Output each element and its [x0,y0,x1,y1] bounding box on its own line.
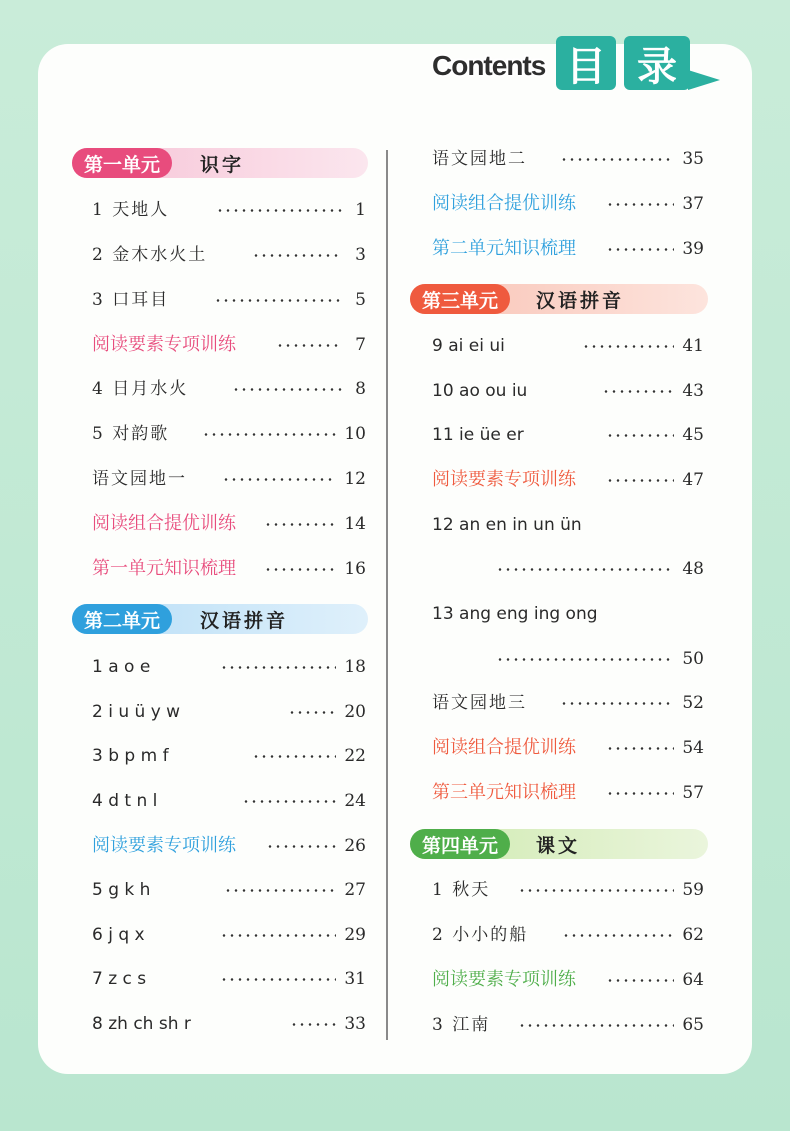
unit-header-4 [410,829,708,859]
toc-entry[interactable] [92,511,366,537]
leader-dots [496,658,674,661]
unit-header-1 [72,148,368,178]
toc-entry[interactable] [92,833,366,859]
entry-label: 9 ai ei ui [432,336,505,356]
leader-dots [252,755,336,758]
toc-entry[interactable] [432,922,704,948]
unit-title: 汉语拼音 [536,289,625,312]
entry-page: 10 [344,424,366,444]
entry-page: 3 [355,245,366,265]
entry-label: 3 b p m f [92,746,169,766]
entry-page: 12 [344,469,366,489]
leader-dots [606,479,674,482]
entry-page: 43 [682,381,704,401]
leader-dots [606,747,674,750]
entry-label: 阅读要素专项训练 [92,334,236,355]
entry-page: 47 [682,470,704,490]
toc-entry[interactable] [432,780,704,806]
toc-entry[interactable] [432,735,704,761]
toc-entry[interactable] [92,654,366,680]
entry-page: 31 [344,969,366,989]
entry-label: 第二单元知识梳理 [432,238,576,259]
entry-label: 1 a o e [92,657,151,677]
toc-entry[interactable] [92,287,366,313]
unit-tag: 第一单元 [72,148,172,178]
title-char-mu: 目 [556,36,616,90]
toc-entry[interactable] [92,1011,366,1037]
entry-page: 65 [682,1015,704,1035]
entry-page: 62 [682,925,704,945]
entry-label: 阅读组合提优训练 [92,513,236,534]
entry-label: 语文园地三 [432,693,527,713]
leader-dots [222,478,336,481]
leader-dots [496,568,674,571]
entry-page: 26 [344,836,366,856]
toc-entry[interactable] [432,191,704,217]
toc-entry-continued[interactable] [432,646,704,672]
title-char-lu: 录 [624,36,690,90]
toc-entry[interactable] [92,376,366,402]
leader-dots [276,344,342,347]
entry-page: 64 [682,970,704,990]
entry-page: 41 [682,336,704,356]
entry-page: 29 [344,925,366,945]
entry-page: 59 [682,880,704,900]
entry-page: 54 [682,738,704,758]
leader-dots [602,390,674,393]
entry-label: 2 小小的船 [432,925,529,945]
entry-label: 阅读组合提优训练 [432,737,576,758]
column-divider [386,150,388,1040]
entry-label: 第一单元知识梳理 [92,558,236,579]
entry-label: 阅读组合提优训练 [432,193,576,214]
entry-page: 52 [682,693,704,713]
toc-entry[interactable] [92,197,366,223]
toc-entry[interactable] [432,422,704,448]
entry-label: 5 对韵歌 [92,424,170,444]
entry-page: 57 [682,783,704,803]
entry-label: 语文园地二 [432,149,527,169]
toc-entry[interactable] [92,332,366,358]
leader-dots [560,702,674,705]
entry-page: 1 [355,200,366,220]
entry-page: 45 [682,425,704,445]
toc-entry[interactable] [432,467,704,493]
leader-dots [202,433,336,436]
entry-page: 50 [682,649,704,669]
unit-header-3 [410,284,708,314]
entry-label: 第三单元知识梳理 [432,782,576,803]
toc-entry[interactable] [432,236,704,262]
entry-label: 12 an en in un ün [432,515,582,535]
leader-dots [266,845,336,848]
entry-label: 4 d t n l [92,791,158,811]
toc-entry[interactable] [92,242,366,268]
toc-entry[interactable] [92,743,366,769]
entry-label: 语文园地一 [92,469,187,489]
entry-label: 1 秋天 [432,880,491,900]
entry-page: 37 [682,194,704,214]
leader-dots [264,523,336,526]
toc-entry[interactable] [432,1012,704,1038]
entry-page: 18 [344,657,366,677]
leader-dots [606,203,674,206]
unit-title: 识字 [200,153,245,176]
toc-entry[interactable] [92,699,366,725]
leader-dots [562,934,674,937]
entry-label: 阅读要素专项训练 [92,835,236,856]
toc-entry[interactable] [92,556,366,582]
entry-label: 3 江南 [432,1015,491,1035]
unit-header-2 [72,604,368,634]
unit-title: 汉语拼音 [200,609,289,632]
unit-title: 课文 [536,834,581,857]
toc-entry[interactable] [92,788,366,814]
toc-entry[interactable] [432,690,704,716]
leader-dots [220,934,336,937]
entry-page: 20 [344,702,366,722]
toc-entry[interactable] [432,146,704,172]
entry-page: 5 [355,290,366,310]
leader-dots [606,979,674,982]
leader-dots [288,711,336,714]
toc-entry-continued[interactable] [432,556,704,582]
entry-label: 4 日月水火 [92,379,189,399]
leader-dots [606,434,674,437]
entry-label: 5 g k h [92,880,151,900]
entry-label: 10 ao ou iu [432,381,528,401]
leader-dots [606,792,674,795]
arrow-icon [688,70,720,90]
leader-dots [264,568,336,571]
toc-entry[interactable] [92,466,366,492]
entry-page: 24 [344,791,366,811]
entry-label: 1 天地人 [92,200,170,220]
entry-page: 7 [355,335,366,355]
unit-tag: 第三单元 [410,284,510,314]
toc-entry[interactable] [432,967,704,993]
leader-dots [220,978,336,981]
entry-page: 33 [344,1014,366,1034]
toc-entry[interactable] [92,966,366,992]
toc-entry[interactable] [432,512,704,538]
leader-dots [242,800,336,803]
leader-dots [518,889,674,892]
toc-entry[interactable] [432,333,704,359]
entry-label: 11 ie üe er [432,425,524,445]
entry-label: 阅读要素专项训练 [432,469,576,490]
entry-label: 2 i u ü y w [92,702,181,722]
entry-label: 7 z c s [92,969,147,989]
entry-page: 8 [355,379,366,399]
unit-tag: 第四单元 [410,829,510,859]
entry-page: 48 [682,559,704,579]
leader-dots [582,345,674,348]
entry-page: 39 [682,239,704,259]
leader-dots [232,388,342,391]
entry-page: 16 [344,559,366,579]
entry-label: 3 口耳目 [92,290,170,310]
toc-entry[interactable] [432,877,704,903]
toc-entry[interactable] [432,601,704,627]
leader-dots [518,1024,674,1027]
toc-entry[interactable] [92,421,366,447]
entry-page: 22 [344,746,366,766]
entry-page: 27 [344,880,366,900]
entry-label: 8 zh ch sh r [92,1014,191,1034]
leader-dots [214,299,342,302]
leader-dots [216,209,342,212]
toc-entry[interactable] [92,922,366,948]
entry-label: 13 ang eng ing ong [432,604,598,624]
leader-dots [290,1023,336,1026]
leader-dots [252,254,342,257]
entry-label: 6 j q x [92,925,145,945]
leader-dots [560,158,674,161]
unit-tag: 第二单元 [72,604,172,634]
toc-entry[interactable] [432,378,704,404]
contents-heading: Contents [432,50,546,81]
entry-page: 14 [344,514,366,534]
leader-dots [606,248,674,251]
toc-entry[interactable] [92,877,366,903]
entry-label: 阅读要素专项训练 [432,969,576,990]
entry-label: 2 金木水火土 [92,245,208,265]
leader-dots [220,666,336,669]
leader-dots [224,889,336,892]
entry-page: 35 [682,149,704,169]
